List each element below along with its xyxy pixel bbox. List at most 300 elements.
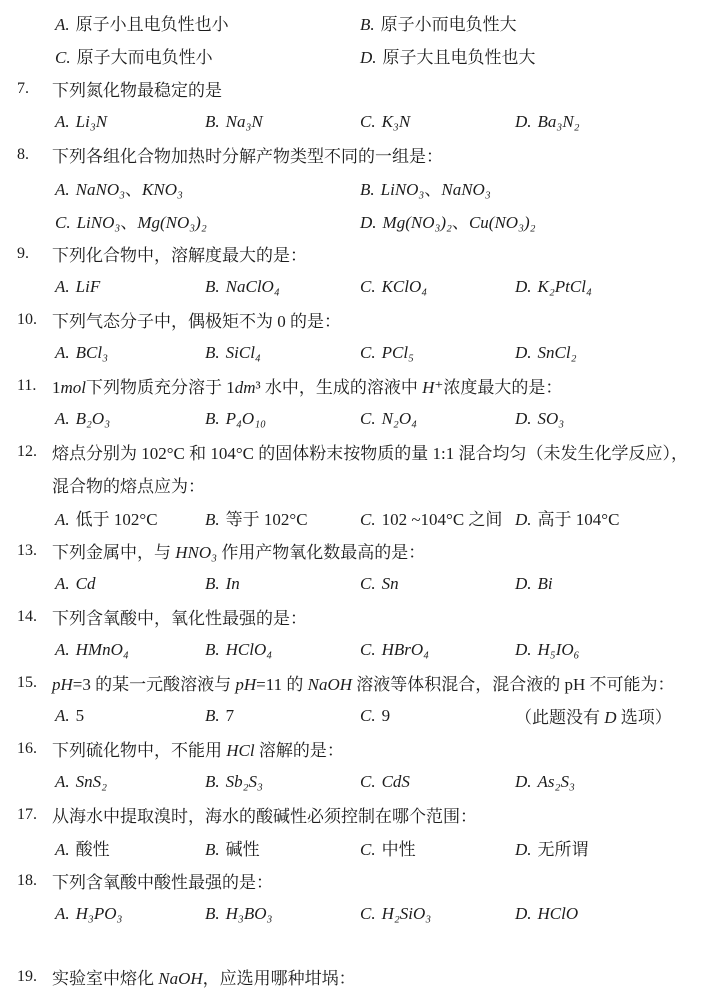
option bbox=[360, 505, 515, 530]
option-text bbox=[226, 277, 280, 297]
formula: SO₃ bbox=[537, 408, 565, 428]
formula: Bi bbox=[537, 573, 553, 593]
blank-space bbox=[0, 930, 715, 960]
option-text bbox=[76, 904, 123, 924]
question-block bbox=[0, 435, 715, 534]
option-label: A. bbox=[55, 573, 70, 593]
option-label: C. bbox=[360, 639, 376, 659]
option bbox=[515, 703, 715, 728]
option-text bbox=[226, 772, 263, 792]
option-text bbox=[538, 574, 553, 594]
question-text bbox=[52, 142, 443, 167]
formula: Ba₃N₂ bbox=[537, 111, 580, 131]
question-text bbox=[52, 736, 344, 761]
option bbox=[55, 409, 205, 429]
option-label: A. bbox=[55, 408, 70, 428]
option bbox=[55, 175, 360, 200]
option-row bbox=[0, 204, 715, 237]
formula: HCl bbox=[226, 741, 255, 760]
question-text bbox=[52, 964, 356, 989]
option-row bbox=[0, 501, 715, 534]
formula: BCl₃ bbox=[75, 342, 108, 362]
option bbox=[205, 343, 360, 363]
question-number: 14. bbox=[17, 607, 37, 625]
option bbox=[360, 112, 515, 132]
option bbox=[515, 277, 715, 297]
text-segment: 下列金属中，与 bbox=[52, 543, 176, 562]
option-text bbox=[382, 574, 399, 594]
question-number: 13. bbox=[17, 541, 37, 559]
question-block bbox=[0, 666, 715, 732]
option-text bbox=[76, 112, 107, 132]
option-text bbox=[226, 112, 263, 132]
question-text-line bbox=[0, 798, 715, 831]
question-number: 10. bbox=[17, 310, 37, 328]
question-text-line bbox=[0, 237, 715, 270]
option-label: A. bbox=[55, 180, 70, 199]
formula: Mg(NO₃)₂ bbox=[137, 213, 207, 232]
option bbox=[515, 505, 715, 530]
option-text bbox=[382, 904, 432, 924]
formula: As₂S₃ bbox=[537, 771, 575, 791]
formula: N₂O₄ bbox=[381, 408, 418, 428]
text-segment: 等于 102°C bbox=[225, 510, 308, 529]
text-segment: 下列含氧酸中酸性最强的是： bbox=[52, 873, 273, 892]
question-text bbox=[52, 439, 688, 464]
question-number: 12. bbox=[17, 442, 37, 460]
question-text bbox=[52, 802, 477, 827]
formula: H₃BO₃ bbox=[225, 903, 273, 923]
text-segment: 下列化合物中，溶解度最大的是： bbox=[52, 246, 307, 265]
option-text bbox=[538, 505, 620, 530]
option-text bbox=[226, 706, 235, 726]
option-row bbox=[0, 171, 715, 204]
option bbox=[515, 112, 715, 132]
formula: H₃PO₃ bbox=[75, 903, 123, 923]
option-text bbox=[76, 835, 110, 860]
option-label: A. bbox=[55, 276, 70, 296]
text-segment: ⁺浓度最大的是： bbox=[434, 378, 563, 397]
text-segment: 酸性 bbox=[75, 840, 110, 859]
option-text bbox=[76, 706, 85, 726]
formula: In bbox=[225, 573, 240, 593]
option-label: C. bbox=[360, 111, 376, 131]
option-label: C. bbox=[360, 573, 376, 593]
text-segment: 下列硫化物中，不能用 bbox=[52, 741, 227, 760]
question-text bbox=[52, 670, 675, 695]
option-row bbox=[0, 633, 715, 666]
option-text bbox=[77, 208, 207, 233]
option-label: C. bbox=[360, 705, 376, 725]
option-label: B. bbox=[205, 639, 220, 659]
option-label: B. bbox=[205, 111, 220, 131]
formula: SiCl₄ bbox=[225, 342, 261, 362]
option bbox=[205, 706, 360, 726]
option bbox=[360, 904, 515, 924]
formula: NaOH bbox=[158, 969, 203, 988]
text-segment: 混合物的熔点应为： bbox=[52, 477, 205, 496]
question-text-line bbox=[0, 303, 715, 336]
option bbox=[360, 835, 515, 860]
option-row bbox=[0, 336, 715, 369]
option bbox=[55, 505, 205, 530]
option-text bbox=[538, 835, 589, 860]
option bbox=[205, 112, 360, 132]
formula: Li₃N bbox=[75, 111, 108, 131]
question-block bbox=[0, 960, 715, 993]
option-text bbox=[538, 640, 580, 660]
option-text bbox=[381, 175, 491, 200]
option-row bbox=[0, 105, 715, 138]
text-segment: 下列氮化物最稳定的是 bbox=[52, 81, 222, 100]
option bbox=[55, 904, 205, 924]
option bbox=[55, 640, 205, 660]
formula: NaNO₃ bbox=[441, 180, 491, 199]
question-text-line bbox=[0, 960, 715, 993]
option bbox=[360, 640, 515, 660]
option-text bbox=[382, 112, 411, 132]
option-label: C. bbox=[360, 903, 376, 923]
formula: HNO₃ bbox=[175, 543, 218, 562]
option-text bbox=[538, 277, 592, 297]
option bbox=[205, 835, 360, 860]
text-segment: 下列各组化合物加热时分解产物类型不同的一组是： bbox=[52, 147, 443, 166]
formula: SnS₂ bbox=[75, 771, 108, 791]
question-text bbox=[52, 76, 222, 101]
option-text bbox=[538, 772, 575, 792]
question-text-line bbox=[0, 732, 715, 765]
question-block bbox=[0, 72, 715, 138]
formula: Mg(NO₃)₂ bbox=[382, 213, 452, 232]
option-label: D. bbox=[360, 213, 377, 232]
option-text bbox=[383, 43, 536, 68]
option-text bbox=[382, 505, 503, 530]
option-text bbox=[382, 409, 417, 429]
option-label: B. bbox=[360, 15, 375, 34]
question-block bbox=[0, 138, 715, 237]
formula: LiF bbox=[75, 276, 101, 296]
option-label: C. bbox=[55, 213, 71, 232]
option-row bbox=[0, 765, 715, 798]
option bbox=[360, 10, 715, 35]
text-segment: 5 bbox=[75, 705, 85, 725]
option bbox=[360, 277, 515, 297]
option-label: D. bbox=[515, 840, 532, 859]
option-label: D. bbox=[515, 510, 532, 529]
option-label: D. bbox=[360, 48, 377, 67]
option bbox=[360, 706, 515, 726]
option bbox=[205, 772, 360, 792]
option-text bbox=[76, 277, 101, 297]
question-block bbox=[0, 303, 715, 369]
option-label: A. bbox=[55, 342, 70, 362]
formula: mol bbox=[60, 378, 86, 397]
formula: SnCl₂ bbox=[537, 342, 577, 362]
option bbox=[360, 409, 515, 429]
option bbox=[515, 409, 715, 429]
text-segment: ，应选用哪种坩埚： bbox=[202, 969, 356, 988]
option-label: B. bbox=[205, 342, 220, 362]
question-number: 7. bbox=[17, 79, 29, 97]
option-text bbox=[382, 277, 428, 297]
text-segment: 下列含氧酸中，氧化性最强的是： bbox=[52, 609, 307, 628]
option-label: A. bbox=[55, 840, 70, 859]
question-text-line bbox=[0, 468, 715, 501]
text-segment: =3 的某一元酸溶液与 bbox=[72, 675, 236, 694]
formula: LiNO₃ bbox=[76, 213, 121, 232]
option-row bbox=[0, 567, 715, 600]
option bbox=[205, 409, 360, 429]
option bbox=[55, 277, 205, 297]
option-text bbox=[76, 175, 183, 200]
question-text bbox=[52, 307, 341, 332]
question-text-line bbox=[0, 666, 715, 699]
text-segment: 熔点分别为 102°C 和 104°C 的固体粉末按物质的量 1:1 混合均匀（未发生化学反应）， bbox=[52, 444, 688, 463]
option bbox=[55, 208, 360, 233]
option-label: D. bbox=[515, 342, 532, 362]
option-text bbox=[226, 343, 261, 363]
question-text bbox=[52, 373, 562, 398]
question-text-line bbox=[0, 600, 715, 633]
option bbox=[360, 208, 715, 233]
option-text bbox=[538, 343, 577, 363]
question-number: 11. bbox=[17, 376, 37, 394]
text-segment: 原子大且电负性也大 bbox=[382, 48, 536, 67]
question-block bbox=[0, 798, 715, 864]
option-label: A. bbox=[55, 903, 70, 923]
question-number: 17. bbox=[17, 805, 37, 823]
option-label: B. bbox=[205, 705, 220, 725]
option bbox=[515, 904, 715, 924]
question-block bbox=[0, 369, 715, 435]
option bbox=[205, 640, 360, 660]
option-label: A. bbox=[55, 639, 70, 659]
question-number: 15. bbox=[17, 673, 37, 691]
formula: B₂O₃ bbox=[75, 408, 111, 428]
option bbox=[55, 343, 205, 363]
question-text bbox=[52, 538, 425, 563]
text-segment: 选项） bbox=[616, 708, 672, 727]
question-block bbox=[0, 600, 715, 666]
formula: NaNO₃ bbox=[75, 180, 126, 199]
option-text bbox=[382, 706, 391, 726]
option-label: B. bbox=[205, 573, 220, 593]
option-text bbox=[76, 772, 107, 792]
option bbox=[205, 505, 360, 530]
option-label: A. bbox=[55, 771, 70, 791]
formula: HClO₄ bbox=[225, 639, 273, 659]
option-text bbox=[538, 409, 565, 429]
option-label: C. bbox=[360, 342, 376, 362]
option-label: A. bbox=[55, 705, 70, 725]
question-text-line bbox=[0, 435, 715, 468]
option-label: B. bbox=[205, 840, 220, 859]
option bbox=[360, 574, 515, 594]
text-segment: 、 bbox=[451, 213, 469, 232]
formula: NaClO₄ bbox=[225, 276, 280, 296]
formula: K₂PtCl₄ bbox=[537, 276, 592, 296]
option-text bbox=[382, 772, 410, 792]
option-text bbox=[382, 343, 414, 363]
formula: H₅IO₆ bbox=[537, 639, 580, 659]
option bbox=[55, 835, 205, 860]
option-label: C. bbox=[360, 276, 376, 296]
question-number: 9. bbox=[17, 244, 29, 262]
text-segment: 从海水中提取溴时，海水的酸碱性必须控制在哪个范围： bbox=[52, 807, 477, 826]
option bbox=[515, 835, 715, 860]
text-segment: 下列物质充分溶于 1 bbox=[86, 378, 235, 397]
formula: dm bbox=[234, 378, 256, 397]
option-text bbox=[538, 112, 580, 132]
option-text bbox=[226, 835, 260, 860]
option-label: C. bbox=[360, 840, 376, 859]
option bbox=[515, 640, 715, 660]
option-text bbox=[76, 10, 229, 35]
text-segment: 低于 102°C bbox=[75, 510, 158, 529]
question-number: 18. bbox=[17, 871, 37, 889]
text-segment: 原子小且电负性也小 bbox=[75, 15, 229, 34]
option-label: D. bbox=[515, 408, 532, 428]
option-text bbox=[226, 505, 308, 530]
option-text bbox=[383, 208, 536, 233]
option-label: D. bbox=[515, 573, 532, 593]
option-label: D. bbox=[515, 111, 532, 131]
question-text-line bbox=[0, 534, 715, 567]
formula: D bbox=[604, 708, 617, 727]
option-label: B. bbox=[205, 771, 220, 791]
question-block bbox=[0, 6, 715, 72]
option bbox=[360, 343, 515, 363]
formula: Sb₂S₃ bbox=[225, 771, 263, 791]
text-segment: 原子大而电负性小 bbox=[76, 48, 213, 67]
question-text-line bbox=[0, 72, 715, 105]
text-segment: 中性 bbox=[381, 840, 416, 859]
text-segment: 溶解的是： bbox=[254, 741, 344, 760]
option-text bbox=[76, 574, 96, 594]
option-text bbox=[76, 640, 129, 660]
question-block bbox=[0, 732, 715, 798]
option-text bbox=[76, 409, 110, 429]
formula: H bbox=[422, 378, 435, 397]
option-label: A. bbox=[55, 510, 70, 529]
option-text bbox=[538, 904, 579, 924]
text-segment: 原子小而电负性大 bbox=[380, 15, 517, 34]
option-label: B. bbox=[205, 903, 220, 923]
text-segment: ³ 水中，生成的溶液中 bbox=[255, 378, 423, 397]
option-label: C. bbox=[360, 771, 376, 791]
text-segment: 、 bbox=[120, 213, 138, 232]
formula: PCl₅ bbox=[381, 342, 414, 362]
option-label: B. bbox=[205, 510, 220, 529]
option bbox=[360, 43, 715, 68]
question-number: 8. bbox=[17, 145, 29, 163]
option-text bbox=[226, 409, 266, 429]
formula: KNO₃ bbox=[142, 180, 183, 199]
option-text bbox=[381, 10, 517, 35]
option bbox=[55, 574, 205, 594]
option-label: C. bbox=[360, 408, 376, 428]
option-text bbox=[76, 343, 108, 363]
formula: pH bbox=[52, 675, 73, 694]
option bbox=[515, 343, 715, 363]
option bbox=[205, 574, 360, 594]
formula: Cu(NO₃)₂ bbox=[468, 213, 536, 232]
formula: pH bbox=[235, 675, 257, 694]
formula: KClO₄ bbox=[381, 276, 428, 296]
question-text-line bbox=[0, 138, 715, 171]
option bbox=[55, 112, 205, 132]
option-row bbox=[0, 6, 715, 39]
formula: K₃N bbox=[381, 111, 411, 131]
text-segment: 碱性 bbox=[225, 840, 260, 859]
text-segment: 无所谓 bbox=[537, 840, 589, 859]
formula: HBrO₄ bbox=[381, 639, 430, 659]
option-text bbox=[382, 640, 429, 660]
option bbox=[360, 772, 515, 792]
formula: Cd bbox=[75, 573, 96, 593]
option-row bbox=[0, 270, 715, 303]
question-block bbox=[0, 864, 715, 930]
option-row bbox=[0, 699, 715, 732]
option-label: D. bbox=[515, 903, 532, 923]
option bbox=[55, 772, 205, 792]
question-number: 19. bbox=[17, 967, 37, 985]
option bbox=[55, 706, 205, 726]
formula: P₄O₁₀ bbox=[225, 408, 267, 428]
formula: Sn bbox=[381, 573, 399, 593]
option-label: A. bbox=[55, 15, 70, 34]
option-label: C. bbox=[360, 510, 376, 529]
text-segment: =11 的 bbox=[256, 675, 308, 694]
question-text bbox=[52, 241, 307, 266]
question-number: 16. bbox=[17, 739, 37, 757]
question-block bbox=[0, 237, 715, 303]
question-text-line bbox=[0, 369, 715, 402]
text-segment: 1 bbox=[52, 378, 61, 397]
text-segment: 102 ~104°C 之间 bbox=[381, 510, 503, 529]
text-segment: 7 bbox=[225, 705, 235, 725]
question-block bbox=[0, 534, 715, 600]
question-text bbox=[52, 868, 273, 893]
text-segment: 作用产物氧化数最高的是： bbox=[217, 543, 426, 562]
formula: HMnO₄ bbox=[75, 639, 129, 659]
option-label: C. bbox=[55, 48, 71, 67]
formula: CdS bbox=[381, 771, 410, 791]
text-segment: 、 bbox=[125, 180, 143, 199]
option-text bbox=[515, 703, 672, 728]
option-label: B. bbox=[205, 408, 220, 428]
formula: HClO bbox=[537, 903, 579, 923]
option bbox=[360, 175, 715, 200]
question-text-line bbox=[0, 864, 715, 897]
option bbox=[205, 277, 360, 297]
option-text bbox=[382, 835, 416, 860]
option-row bbox=[0, 39, 715, 72]
formula: H₂SiO₃ bbox=[381, 903, 432, 923]
option-label: D. bbox=[515, 771, 532, 791]
option-label: D. bbox=[515, 639, 532, 659]
text-segment: 下列气态分子中，偶极矩不为 0 的是： bbox=[52, 312, 341, 331]
option-text bbox=[76, 505, 158, 530]
text-segment: 高于 104°C bbox=[537, 510, 620, 529]
option-row bbox=[0, 402, 715, 435]
text-segment: 、 bbox=[424, 180, 442, 199]
formula: NaOH bbox=[307, 675, 353, 694]
option-label: B. bbox=[205, 276, 220, 296]
option-row bbox=[0, 831, 715, 864]
text-segment: 实验室中熔化 bbox=[52, 969, 159, 988]
option-text bbox=[226, 640, 273, 660]
